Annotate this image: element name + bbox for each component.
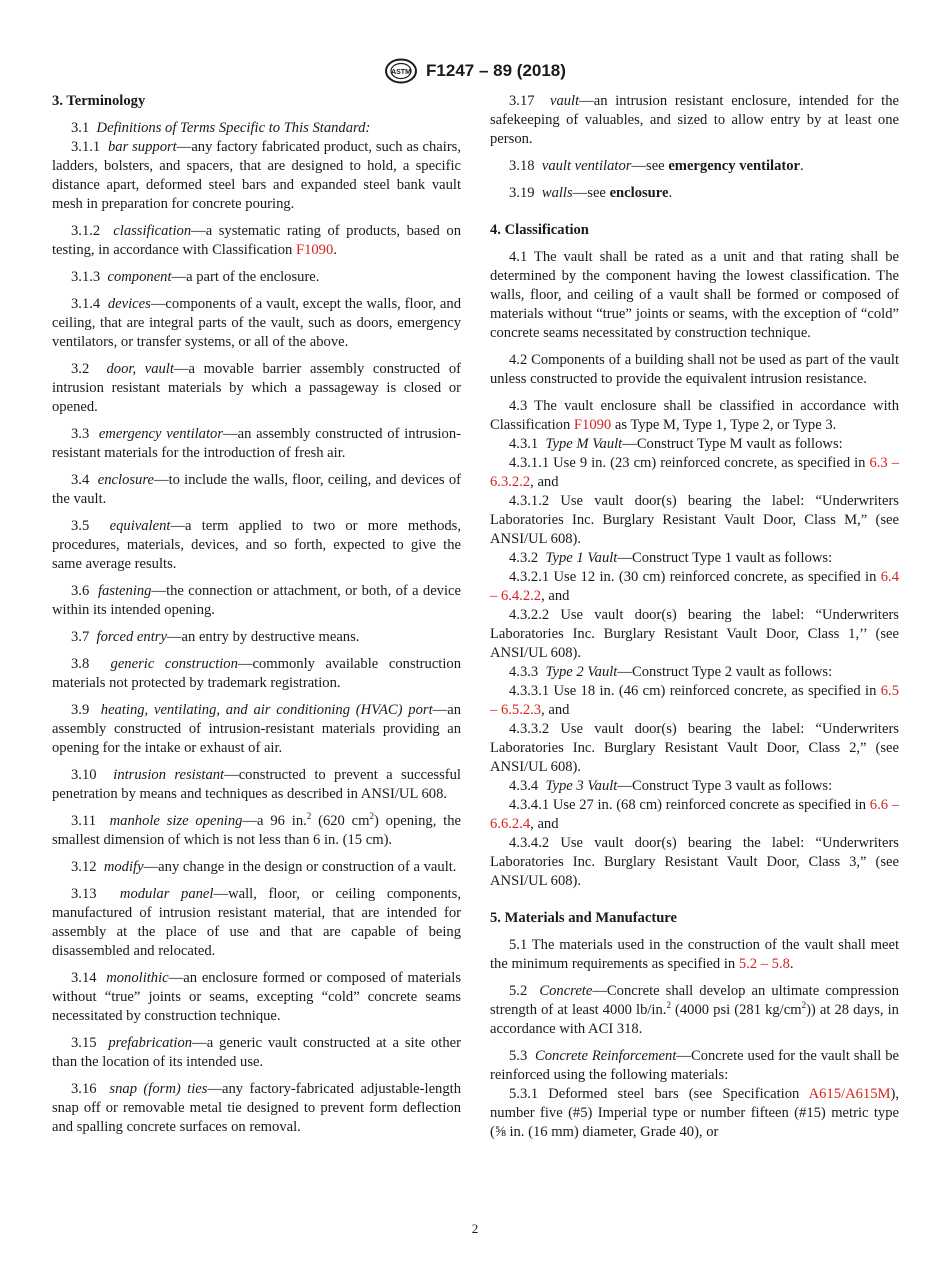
para-4-3-4-1: 4.3.4.1 Use 27 in. (68 cm) reinforced concrete as specified in 6.6 – 6.6.2.4, and (490, 797, 899, 832)
para-5-3: 5.3 Concrete Reinforcement—Concrete used for the vault shall be reinforced using the following materials: (490, 1048, 900, 1083)
page-number: 2 (471, 1221, 479, 1236)
para-3-1-4: 3.1.4 devices—components of a vault, except the walls, floor, and ceiling, that are integral parts of the vault, such as doors, emergency ventilators, or transfer systems, or all of the above. (52, 296, 462, 350)
link-6-5[interactable]: 6.5 – 6.5.2.3 (490, 683, 899, 718)
para-4-3-1-2: 4.3.1.2 Use vault door(s) bearing the label: “Underwriters Laboratories Inc. Burglary Resistant Vault Door, Class M,” (see ANSI/UL 608). (490, 493, 899, 547)
para-3-19: 3.19 walls—see enclosure. (509, 185, 673, 201)
para-3-1-3: 3.1.3 component—a part of the enclosure. (71, 269, 320, 285)
section-heading-terminology: 3. Terminology (52, 93, 146, 109)
para-4-3: 4.3 The vault enclosure shall be classified in accordance with Classification F1090 as Type M, Type 1, Type 2, or Type 3. (490, 398, 899, 433)
para-4-3-3-2: 4.3.3.2 Use vault door(s) bearing the label: “Underwriters Laboratories Inc. Burglary Resistant Vault Door, Class 2,” (see ANSI/UL 608). (490, 721, 899, 775)
link-a615[interactable]: A615/A615M (808, 1086, 891, 1102)
para-3-14: 3.14 monolithic—an enclosure formed or composed of materials without “true” joints or seams, excepting “cold” concrete seams necessitated by construction technique. (52, 970, 461, 1024)
para-3-15: 3.15 prefabrication—a generic vault constructed at a site other than the location of its intended use. (52, 1035, 461, 1070)
link-6-4[interactable]: 6.4 – 6.4.2.2 (490, 569, 899, 604)
para-3-3: 3.3 emergency ventilator—an assembly constructed of intrusion-resistant materials for the introduction of fresh air. (52, 426, 462, 461)
link-6-6[interactable]: 6.6 – 6.6.2.4 (490, 797, 899, 832)
link-f1090[interactable]: F1090 (295, 242, 334, 258)
para-3-1-2: 3.1.2 classification—a systematic rating of products, based on testing, in accordance with Classification F1090. (52, 223, 461, 258)
para-3-13: 3.13 modular panel—wall, floor, or ceiling components, manufactured of intrusion resistant material, that are intended for assembly at the place of use and that are capable of being disassembled and relocated. (52, 886, 462, 959)
para-4-3-3: 4.3.3 Type 2 Vault—Construct Type 2 vault as follows: (509, 664, 833, 680)
para-4-3-4: 4.3.4 Type 3 Vault—Construct Type 3 vault as follows: (509, 778, 833, 794)
right-column (490, 92, 899, 1150)
para-3-1: 3.1 Definitions of Terms Specific to This Standard: (71, 120, 371, 136)
section-heading-materials: 5. Materials and Manufacture (490, 910, 677, 926)
para-4-3-2: 4.3.2 Type 1 Vault—Construct Type 1 vault as follows: (509, 550, 833, 566)
para-5-2: 5.2 Concrete—Concrete shall develop an ultimate compression strength of at least 4000 lb/in.$^2$ (4000 psi (281 $kg/cm^2$)) at 28 days, in accordance with ACI 318. (490, 983, 900, 1037)
para-4-3-2-2: 4.3.2.2 Use vault door(s) bearing the label: “Underwriters Laboratories Inc. Burglary Resistant Vault Door, Class 1,’’ (see ANSI/UL 608). (490, 607, 899, 661)
document-designation: F1247 – 89 (2018) (426, 61, 566, 80)
link-6-3[interactable]: 6.3 – 6.3.2.2 (490, 455, 900, 490)
svg-text:ASTM: ASTM (391, 69, 411, 76)
para-4-3-1-1: 4.3.1.1 Use 9 in. (23 cm) reinforced concrete, as specified in 6.3 – 6.3.2.2, and (490, 455, 900, 490)
para-3-18: 3.18 vault ventilator—see emergency ventilator. (509, 158, 804, 174)
section-heading-classification: 4. Classification (490, 222, 589, 238)
para-3-2: 3.2 door, vault—a movable barrier assembly constructed of intrusion resistant materials by which a passageway is closed or opened. (52, 361, 461, 415)
astm-logo (384, 58, 418, 84)
para-4-2: 4.2 Components of a building shall not be used as part of the vault unless constructed to provide the equivalent intrusion resistance. (490, 352, 899, 387)
para-3-1-1: 3.1.1 bar support—any factory fabricated product, such as chairs, ladders, bolsters, and spacers, that are designed to hold, a specific distance apart, deformed steel bars and expanded steel bank vault mesh in preparation for concrete pouring. (52, 139, 462, 212)
link-f1090[interactable]: F1090 (573, 417, 612, 433)
para-3-10: 3.10 intrusion resistant—constructed to prevent a successful penetration by means and techniques as described in ANSI/UL 608. (52, 767, 461, 802)
para-5-1: 5.1 The materials used in the construction of the vault shall meet the minimum requirements as specified in 5.2 – 5.8. (490, 937, 899, 972)
left-column (52, 92, 461, 1145)
para-3-6: 3.6 fastening—the connection or attachment, or both, of a device within its intended opening. (52, 583, 461, 618)
para-3-5: 3.5 equivalent—a term applied to two or more methods, procedures, materials, devices, and so forth, expected to give the same average results. (52, 518, 462, 572)
para-4-3-2-1: 4.3.2.1 Use 12 in. (30 cm) reinforced concrete, as specified in 6.4 – 6.4.2.2, and (490, 569, 899, 604)
para-4-3-1: 4.3.1 Type M Vault—Construct Type M vault as follows: (509, 436, 843, 452)
para-3-8: 3.8 generic construction—commonly available construction materials not protected by trademark registration. (52, 656, 462, 691)
para-3-17: 3.17 vault—an intrusion resistant enclosure, intended for the safekeeping of valuables, and sized to allow entry by at least one person. (490, 93, 900, 147)
link-5-2[interactable]: 5.2 – 5.8 (738, 956, 790, 972)
para-3-9: 3.9 heating, ventilating, and air conditioning (HVAC) port—an assembly constructed of intrusion-resistant materials providing an opening for the intake or exhaust of air. (52, 702, 461, 756)
para-3-16: 3.16 snap (form) ties—any factory-fabricated adjustable-length snap off or removable metal tie designed to prevent form deflection and spalling concrete surfaces on removal. (52, 1081, 461, 1135)
para-5-3-1: 5.3.1 Deformed steel bars (see Specification A615/A615M), number five (#5) Imperial type or number fifteen (#15) metric type (⅝ in. (16 mm) diameter, Grade 40), or (490, 1086, 899, 1140)
page-header (0, 58, 950, 84)
para-4-3-3-1: 4.3.3.1 Use 18 in. (46 cm) reinforced concrete, as specified in 6.5 – 6.5.2.3, and (490, 683, 899, 718)
para-3-11: 3.11 manhole size opening—a 96 in.$^2$ (620 $cm^2$) opening, the smallest dimension of which is not less than 6 in. (15 cm). (52, 811, 461, 848)
para-3-4: 3.4 enclosure—to include the walls, floor, ceiling, and devices of the vault. (52, 472, 461, 507)
para-4-1: 4.1 The vault shall be rated as a unit and that rating shall be determined by the component having the lowest classification. The walls, floor, and ceiling of a vault shall be formed or composed of materials without “true” joints or seams, with the exception of “cold” concrete seams necessitated by construction technique. (490, 249, 899, 341)
para-3-12: 3.12 modify—any change in the design or construction of a vault. (71, 859, 457, 875)
para-4-3-4-2: 4.3.4.2 Use vault door(s) bearing the label: “Underwriters Laboratories Inc. Burglary Resistant Vault Door, Class 3,” (see ANSI/UL 608). (490, 835, 899, 889)
para-3-7: 3.7 forced entry—an entry by destructive means. (71, 629, 360, 645)
